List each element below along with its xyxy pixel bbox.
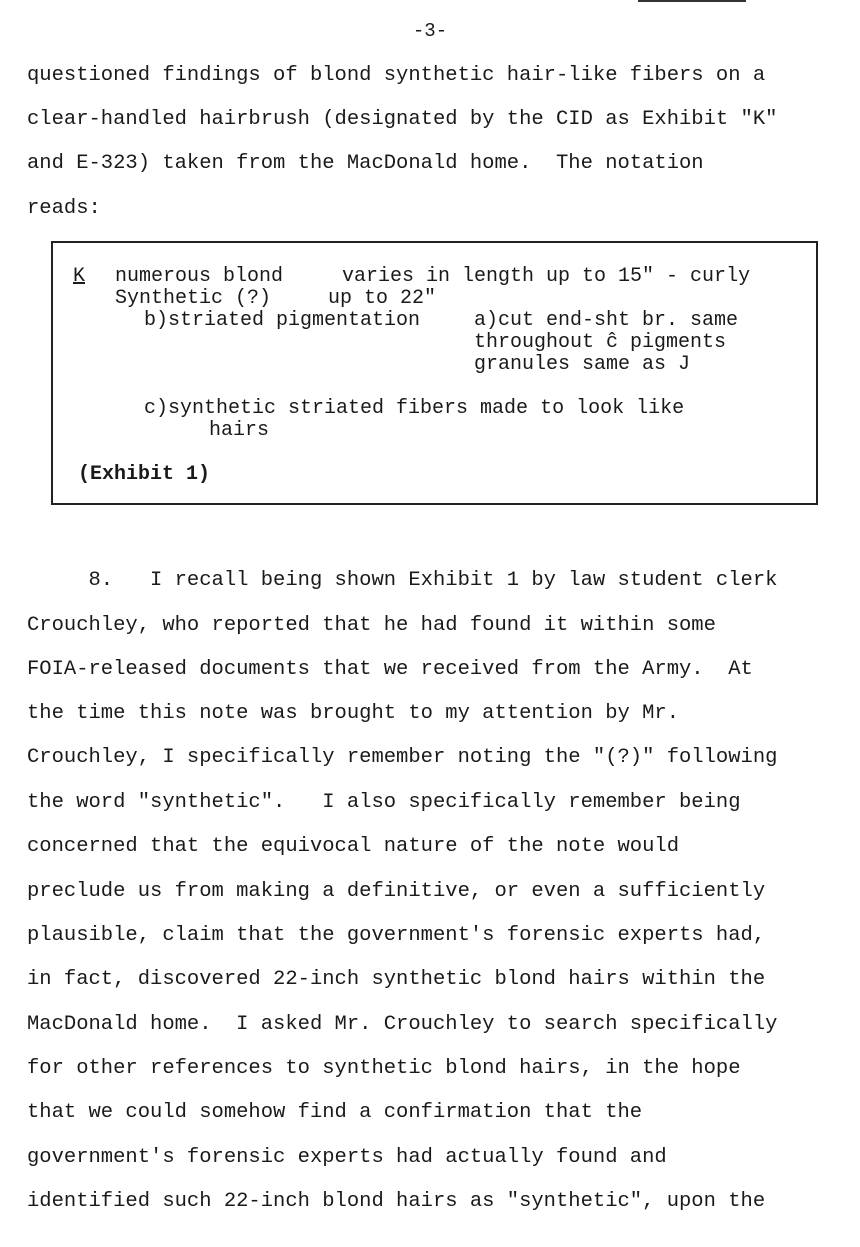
notation-line: Synthetic (?) (115, 287, 272, 310)
body-line: government's forensic experts had actually found and (27, 1146, 667, 1169)
body-line: the word "synthetic". I also specifically remember being (27, 791, 741, 814)
body-line: Crouchley, who reported that he had found it within some (27, 614, 716, 637)
body-line: identified such 22-inch blond hairs as "synthetic", upon the (27, 1190, 766, 1213)
intro-line: questioned findings of blond synthetic hair-like fibers on a (27, 64, 766, 87)
notation-line: throughout ĉ pigments (474, 331, 727, 354)
body-line: in fact, discovered 22-inch synthetic blond hairs within the (27, 968, 766, 991)
body-line: preclude us from making a definitive, or even a sufficiently (27, 880, 766, 903)
body-line: the time this note was brought to my attention by Mr. (27, 702, 680, 725)
body-line: that we could somehow find a confirmation that the (27, 1101, 643, 1124)
notation-line: c)synthetic striated fibers made to look like (144, 397, 685, 420)
notation-marker: K (73, 265, 86, 288)
intro-line: and E-323) taken from the MacDonald home. The notation (27, 152, 704, 175)
notation-line: granules same as J (474, 353, 691, 376)
body-line: for other references to synthetic blond hairs, in the hope (27, 1057, 741, 1080)
notation-line: varies in length up to 15" - curly (342, 265, 751, 288)
exhibit-notation-box (51, 241, 818, 505)
notation-line: up to 22" (328, 287, 437, 310)
body-line: Crouchley, I specifically remember noting the "(?)" following (27, 746, 778, 769)
notation-line: hairs (209, 419, 270, 442)
body-line: concerned that the equivocal nature of the note would (27, 835, 680, 858)
body-line: plausible, claim that the government's forensic experts had, (27, 924, 766, 947)
body-line: 8. I recall being shown Exhibit 1 by law student clerk (27, 569, 778, 592)
body-line: FOIA-released documents that we received from the Army. At (27, 658, 753, 681)
intro-line: clear-handled hairbrush (designated by the CID as Exhibit "K" (27, 108, 778, 131)
page-number: -3- (412, 20, 448, 42)
top-rule (638, 0, 746, 2)
body-line: MacDonald home. I asked Mr. Crouchley to search specifically (27, 1013, 778, 1036)
notation-line: a)cut end-sht br. same (474, 309, 739, 332)
exhibit-caption: (Exhibit 1) (78, 463, 211, 486)
intro-line: reads: (27, 197, 101, 220)
notation-line: numerous blond (115, 265, 284, 288)
notation-line: b)striated pigmentation (144, 309, 421, 332)
